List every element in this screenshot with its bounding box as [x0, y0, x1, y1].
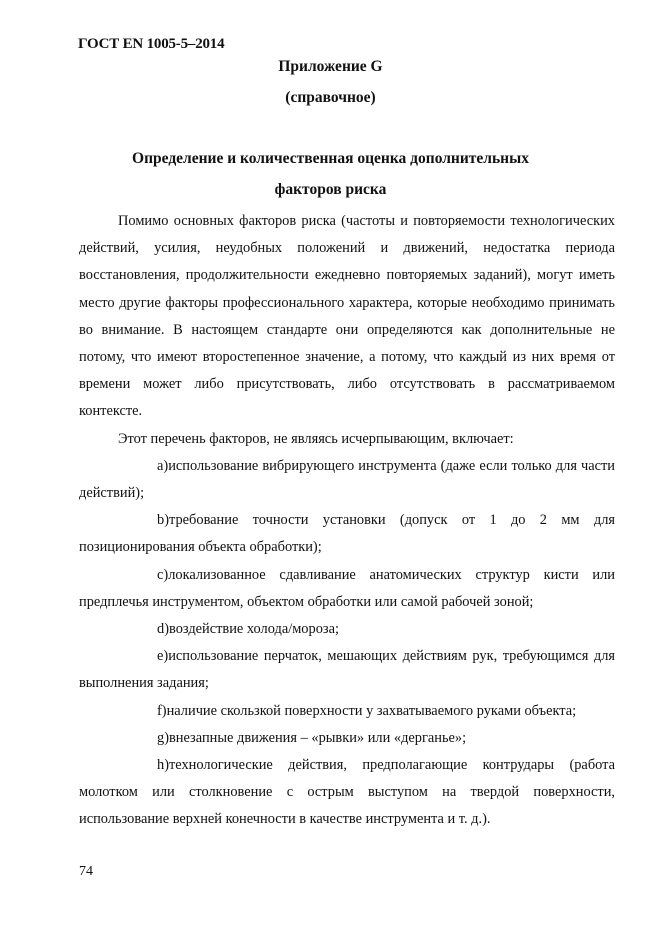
list-marker: c)	[157, 566, 169, 583]
intro-paragraph: Помимо основных факторов риска (частоты и повторяемости технологических действий, усилия, неудобных положений и движений, недостатка периода восстановления, продолжительности ежедневно повторяемых заданий), могут иметь место другие факторы профессионального характера, которые необходимо принимать во внимание. В настоящем стандарте они определяются как дополнительные не потому, что имеют второстепенное значение, а потому, что каждый из них время от времени может либо присутствовать, либо отсутствовать в рассматриваемом контексте.	[79, 213, 615, 420]
list-item	[79, 725, 615, 752]
list-item-text: использование перчаток, мешающих действиям рук, требующимся для выполнения задания;	[79, 648, 615, 692]
list-item-text: требование точности установки (допуск от 1 до 2 мм для позиционирования объекта обработки);	[79, 512, 615, 556]
list-item-text: локализованное сдавливание анатомических структур кисти или предплечья инструментом, объектом обработки или самой рабочей зоной;	[79, 566, 615, 610]
standard-header: ГОСТ EN 1005-5–2014	[78, 36, 225, 52]
body-text	[79, 208, 615, 834]
list-intro-paragraph: Этот перечень факторов, не являясь исчерпывающим, включает:	[118, 430, 514, 447]
section-title-line1: Определение и количественная оценка дополнительных	[132, 150, 529, 167]
list-item	[79, 616, 615, 643]
annex-title: Приложение G	[278, 58, 383, 75]
list-item	[79, 698, 615, 725]
list-marker: h)	[157, 757, 169, 774]
list-item-text: технологические действия, предполагающие контрудары (работа молотком или столкновение с острым выступом на твердой поверхности, использование верхней конечности в качестве инструмента и т. д.).	[79, 757, 615, 828]
list-item-text: внезапные движения – «рывки» или «дерганье»;	[169, 729, 467, 746]
list-item	[79, 453, 615, 507]
annex-note: (справочное)	[285, 89, 376, 106]
list-marker: b)	[157, 512, 169, 529]
list-marker: e)	[157, 648, 169, 665]
list-marker: d)	[157, 621, 169, 638]
list-marker: a)	[157, 457, 169, 474]
list-item	[79, 507, 615, 561]
list-item-text: наличие скользкой поверхности у захватываемого руками объекта;	[166, 702, 577, 719]
list-marker: f)	[157, 702, 167, 719]
page-number: 74	[79, 864, 93, 879]
list-marker: g)	[157, 729, 169, 746]
section-title-line2: факторов риска	[274, 181, 387, 198]
list-item	[79, 643, 615, 697]
list-item	[79, 562, 615, 616]
list-item-text: использование вибрирующего инструмента (даже если только для части действий);	[79, 457, 615, 502]
list-item	[79, 752, 615, 834]
list-item-text: воздействие холода/мороза;	[169, 621, 339, 638]
